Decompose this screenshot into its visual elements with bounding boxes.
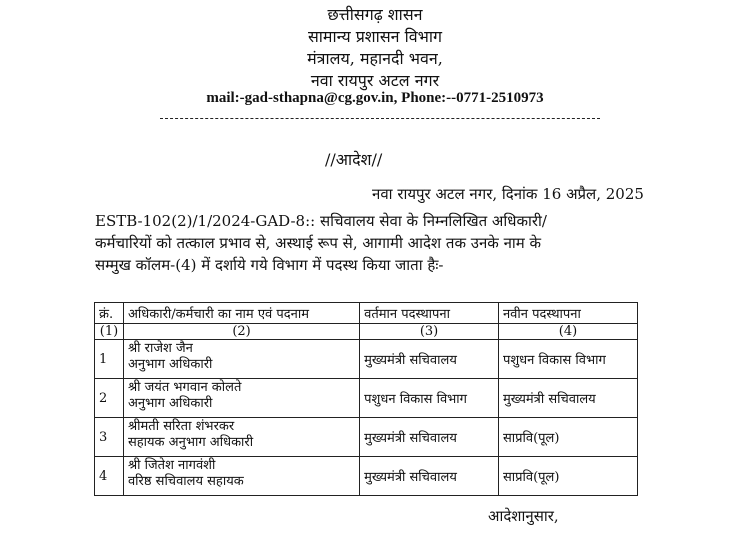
officer-name: श्री राजेश जैन [127,341,193,356]
contact-line: mail:-gad-sthapna@cg.gov.in, Phone:--0771-2510973 [206,90,544,106]
date-line: नवा रायपुर अटल नगर, दिनांक 16 अप्रैल, 2025 [372,185,644,203]
city-name: नवा रायपुर अटल नगर [310,71,440,90]
officer-name: श्री जितेश नागवंशी [127,458,216,473]
header-new: नवीन पदस्थापना [498,303,637,324]
row-sno: 2 [95,379,124,418]
row-name-cell [123,457,359,496]
table-row [95,457,638,496]
row-sno: 1 [95,340,124,379]
row-current: पशुधन विकास विभाग [360,379,499,418]
row-name-cell [123,418,359,457]
table-row [95,379,638,418]
order-heading: //आदेश// [325,150,383,169]
col-number: (2) [123,324,359,340]
table-row [95,340,638,379]
row-name-cell [123,379,359,418]
officer-designation: सहायक अनुभाग अधिकारी [127,435,254,450]
table-header-row [95,303,638,324]
col-number: (1) [95,324,124,340]
row-name-cell [123,340,359,379]
header-name: अधिकारी/कर्मचारी का नाम एवं पदनाम [123,303,359,324]
column-number-row [95,324,638,340]
row-current: मुख्यमंत्री सचिवालय [360,457,499,496]
paragraph-line: सम्मुख कॉलम-(4) में दर्शाये गये विभाग में पदस्थ किया जाता हैः- [95,256,444,274]
department-name: सामान्य प्रशासन विभाग [307,27,443,46]
col-number: (4) [498,324,637,340]
officer-name: श्री जयंत भगवान कोलते [127,380,242,395]
row-current: मुख्यमंत्री सचिवालय [360,340,499,379]
header-current: वर्तमान पदस्थापना [360,303,499,324]
letterhead [0,4,750,92]
header-sno: क्रं. [95,303,124,324]
row-new: साप्रवि(पूल) [498,457,637,496]
posting-table [94,302,638,496]
table-row [95,418,638,457]
officer-designation: वरिष्ठ सचिवालय सहायक [127,474,244,489]
row-sno: 4 [95,457,124,496]
row-sno: 3 [95,418,124,457]
row-new: मुख्यमंत्री सचिवालय [498,379,637,418]
paragraph-line: ESTB-102(2)/1/2024-GAD-8:: सचिवालय सेवा के निम्नलिखित अधिकारी/ [95,212,547,230]
header-divider [160,118,600,119]
paragraph-line: कर्मचारियों को तत्काल प्रभाव से, अस्थाई रूप से, आगामी आदेश तक उनके नाम के [95,234,542,252]
officer-designation: अनुभाग अधिकारी [127,357,213,372]
col-number: (3) [360,324,499,340]
row-current: मुख्यमंत्री सचिवालय [360,418,499,457]
order-paragraph [95,210,655,276]
officer-name: श्रीमती सरिता शंभरकर [127,419,235,434]
building-name: मंत्रालय, महानदी भवन, [307,49,443,68]
officer-designation: अनुभाग अधिकारी [127,396,213,411]
govt-name: छत्तीसगढ़ शासन [327,5,423,24]
signoff: आदेशानुसार, [488,507,559,525]
row-new: पशुधन विकास विभाग [498,340,637,379]
row-new: साप्रवि(पूल) [498,418,637,457]
